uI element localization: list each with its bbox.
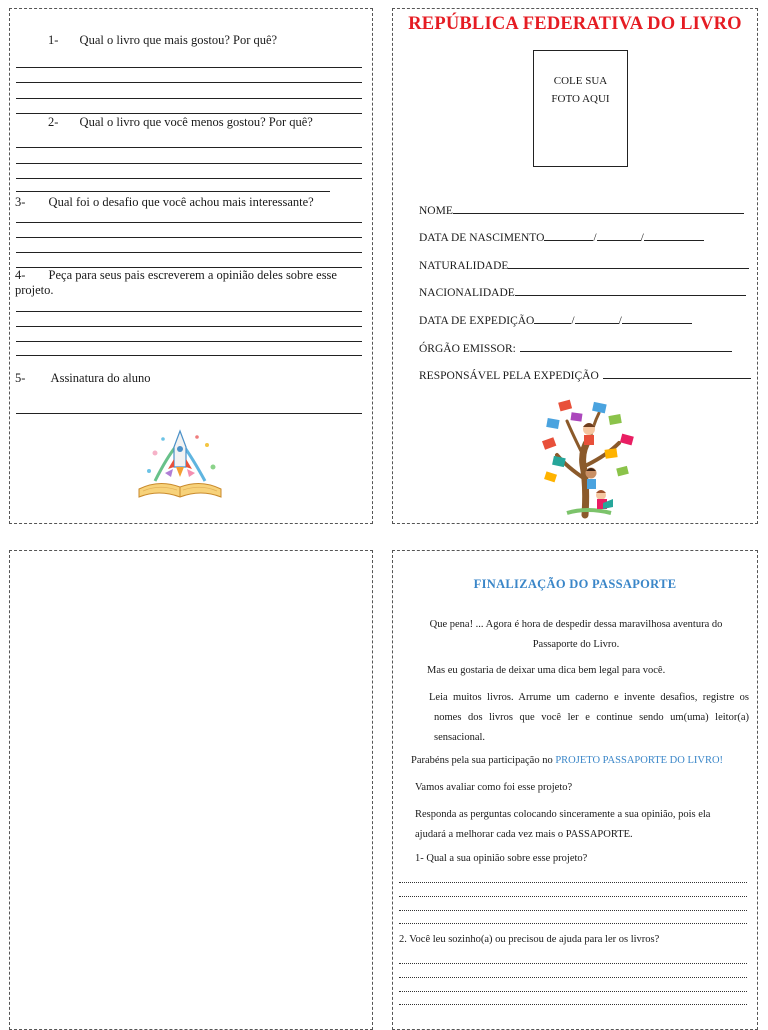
paragraph-line: ajudará a melhorar cada vez mais o PASSAPORTE. [415,829,633,840]
dotted-answer-line[interactable] [399,991,747,992]
blank-page [9,550,373,1030]
paragraph-line: sensacional. [434,732,486,743]
paragraph-tip [429,688,749,748]
field-input-line[interactable] [597,230,641,241]
paragraph-line: Responda as perguntas colocando sinceramente a sua opinião, pois ela [415,809,711,820]
field-label: DATA DE EXPEDIÇÃO [419,315,535,327]
paragraph-instructions [415,805,710,845]
answer-line[interactable] [16,341,362,342]
answer-line[interactable] [16,191,330,192]
question-number: 1- [48,33,59,47]
eval-question-2: 2. Você leu sozinho(a) ou precisou de ajuda para ler os livros? [399,934,660,945]
answer-line[interactable] [16,163,362,164]
field-input-line[interactable] [603,368,751,379]
field-responsavel [419,368,751,382]
answer-line[interactable] [16,222,362,223]
field-input-line[interactable] [515,285,746,296]
date-separator: / [593,232,597,244]
photo-box-label: COLE SUA [553,75,608,87]
dotted-answer-line[interactable] [399,963,747,964]
paragraph-line: nomes dos livros que você ler e continue sendo um(uma) leitor(a) [434,712,749,723]
field-input-line[interactable] [453,203,744,214]
date-separator: / [571,315,575,327]
question-5 [15,371,151,386]
open-book-rocket-illustration [135,427,225,501]
question-4 [15,268,337,298]
question-3 [15,195,314,210]
question-number: 4- [15,268,26,282]
field-label: ÓRGÃO EMISSOR: [419,343,516,355]
finalization-title: FINALIZAÇÃO DO PASSAPORTE [473,577,677,591]
answer-line[interactable] [16,237,362,238]
date-separator: / [618,315,622,327]
answer-line[interactable] [16,67,362,68]
paragraph-congrats [411,751,723,771]
answer-line[interactable] [16,326,362,327]
photo-box[interactable] [533,50,628,167]
field-input-line[interactable] [544,230,593,241]
field-nome [419,203,744,217]
field-label: NOME [419,205,453,217]
signature-line[interactable] [16,413,362,414]
question-number: 2- [48,115,59,129]
field-nacionalidade [419,285,746,299]
field-naturalidade [419,258,749,272]
answer-line[interactable] [16,178,362,179]
paragraph-intro [403,615,749,655]
answer-line[interactable] [16,252,362,253]
dotted-answer-line[interactable] [399,923,747,924]
answer-line[interactable] [16,355,362,356]
field-data-nascimento [419,230,704,244]
field-label: NACIONALIDADE [419,287,515,299]
paragraph-tip-intro: Mas eu gostaria de deixar uma dica bem legal para você. [427,665,666,676]
answer-line[interactable] [16,113,362,114]
answer-line[interactable] [16,98,362,99]
answer-line[interactable] [16,82,362,83]
question-2 [48,115,313,130]
field-label: RESPONSÁVEL PELA EXPEDIÇÃO [419,370,599,382]
questionnaire-page [9,8,373,524]
question-number: 3- [15,195,26,209]
question-text-continued: projeto. [15,283,54,297]
photo-box-label: FOTO AQUI [551,93,610,105]
paragraph-line: Leia muitos livros. Arrume um caderno e invente desafios, registre os [429,692,749,703]
book-tree-children-illustration [537,395,641,519]
dotted-answer-line[interactable] [399,910,747,911]
dotted-answer-line[interactable] [399,977,747,978]
congrats-text: Parabéns pela sua participação no [411,755,556,766]
finalization-page [392,550,758,1030]
field-input-line[interactable] [534,313,571,324]
field-orgao-emissor [419,341,732,355]
dotted-answer-line[interactable] [399,1004,747,1005]
project-name-highlight: PROJETO PASSAPORTE DO LIVRO! [555,755,724,766]
date-separator: / [640,232,644,244]
passport-title: REPÚBLICA FEDERATIVA DO LIVRO [408,14,742,34]
field-data-expedicao [419,313,692,327]
paragraph-evaluate: Vamos avaliar como foi esse projeto? [415,782,573,793]
answer-line[interactable] [16,147,362,148]
answer-line[interactable] [16,311,362,312]
question-number: 5- [15,371,26,385]
paragraph-line: Que pena! ... Agora é hora de despedir dessa maravilhosa aventura do [429,619,723,630]
question-text: Peça para seus pais escreverem a opinião deles sobre esse [48,268,337,282]
field-input-line[interactable] [622,313,692,324]
field-label: NATURALIDADE [419,260,509,272]
question-text: Qual o livro que mais gostou? Por quê? [79,33,278,47]
question-1 [48,33,277,48]
question-text: Qual o livro que você menos gostou? Por quê? [79,115,313,129]
field-label: DATA DE NASCIMENTO [419,232,545,244]
dotted-answer-line[interactable] [399,896,747,897]
eval-question-1: 1- Qual a sua opinião sobre esse projeto? [415,853,588,864]
field-input-line[interactable] [575,313,619,324]
passport-page [392,8,758,524]
question-text: Qual foi o desafio que você achou mais interessante? [48,195,314,209]
dotted-answer-line[interactable] [399,882,747,883]
field-input-line[interactable] [508,258,749,269]
field-input-line[interactable] [644,230,704,241]
paragraph-line: Passaporte do Livro. [532,639,620,650]
question-text: Assinatura do aluno [50,371,151,385]
field-input-line[interactable] [520,341,732,352]
